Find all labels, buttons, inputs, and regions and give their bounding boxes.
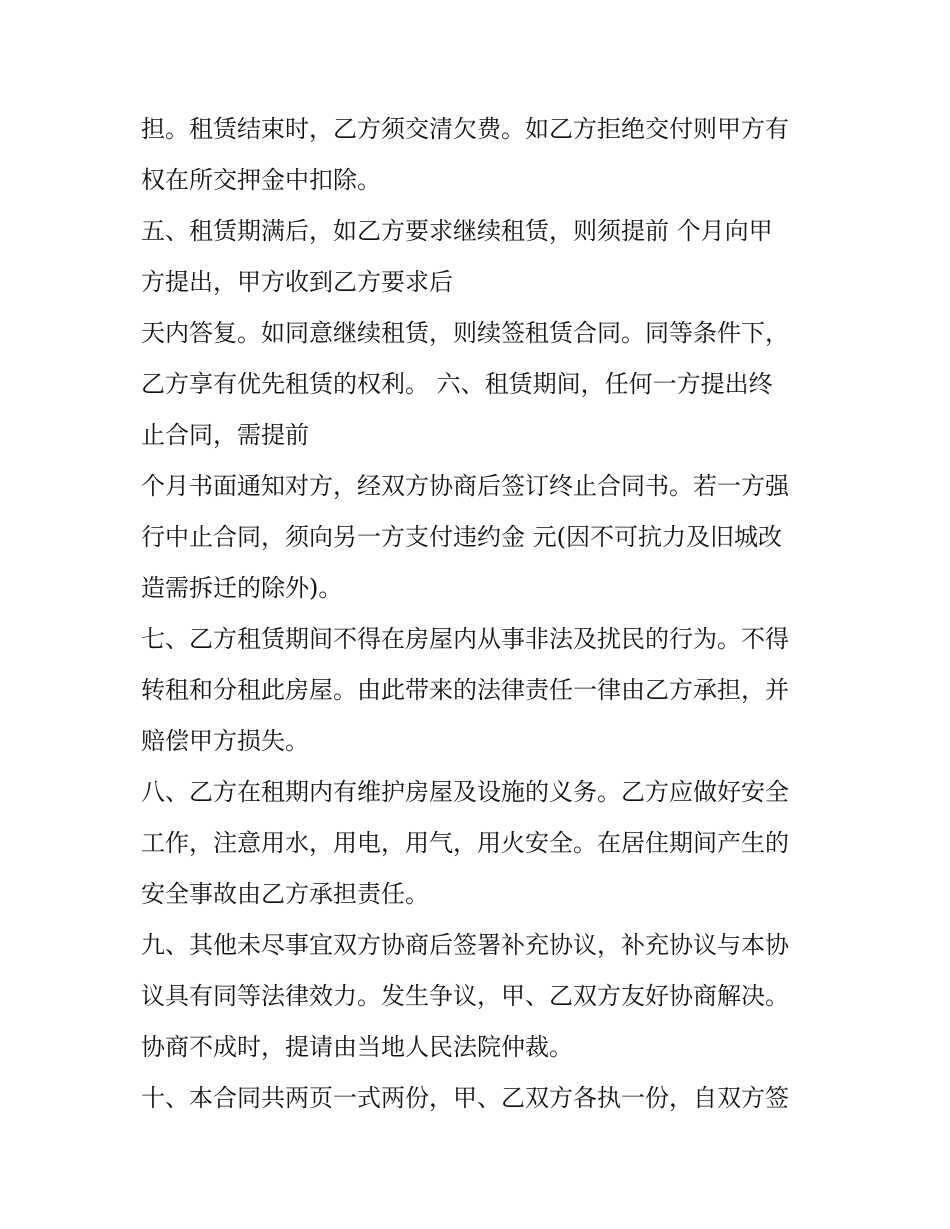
text-line: 九、其他未尽事宜双方协商后签署补充协议，补充协议与本协 [141,931,789,959]
text-line: 方提出，甲方收到乙方要求后 [141,268,453,296]
contract-text [141,104,821,1124]
text-line: 权在所交押金中扣除。 [141,166,381,194]
text-line: 赔偿甲方损失。 [141,727,309,755]
text-line: 造需拆迁的除外)。 [141,574,343,602]
text-line: 议具有同等法律效力。发生争议，甲、乙双方友好协商解决。 [141,982,789,1010]
text-line: 天内答复。如同意继续租赁，则续签租赁合同。同等条件下， [141,319,789,347]
text-line: 止合同，需提前 [141,421,309,449]
text-line: 协商不成时，提请由当地人民法院仲裁。 [141,1033,573,1061]
text-line: 工作，注意用水，用电，用气，用火安全。在居住期间产生的 [141,829,789,857]
text-line: 担。租赁结束时，乙方须交清欠费。如乙方拒绝交付则甲方有 [141,115,789,143]
text-line: 行中止合同，须向另一方支付违约金 元(因不可抗力及旧城改 [141,523,782,551]
text-line: 乙方享有优先租赁的权利。 六、租赁期间，任何一方提出终 [141,370,773,398]
text-line: 八、乙方在租期内有维护房屋及设施的义务。乙方应做好安全 [141,778,789,806]
text-line: 五、租赁期满后，如乙方要求继续租赁，则须提前 个月向甲 [141,217,773,245]
text-line: 个月书面通知对方，经双方协商后签订终止合同书。若一方强 [141,472,789,500]
text-line: 七、乙方租赁期间不得在房屋内从事非法及扰民的行为。不得 [141,625,789,653]
text-line: 十、本合同共两页一式两份，甲、乙双方各执一份，自双方签 [141,1084,789,1112]
text-line: 安全事故由乙方承担责任。 [141,880,429,908]
text-line: 转租和分租此房屋。由此带来的法律责任一律由乙方承担，并 [141,676,789,704]
